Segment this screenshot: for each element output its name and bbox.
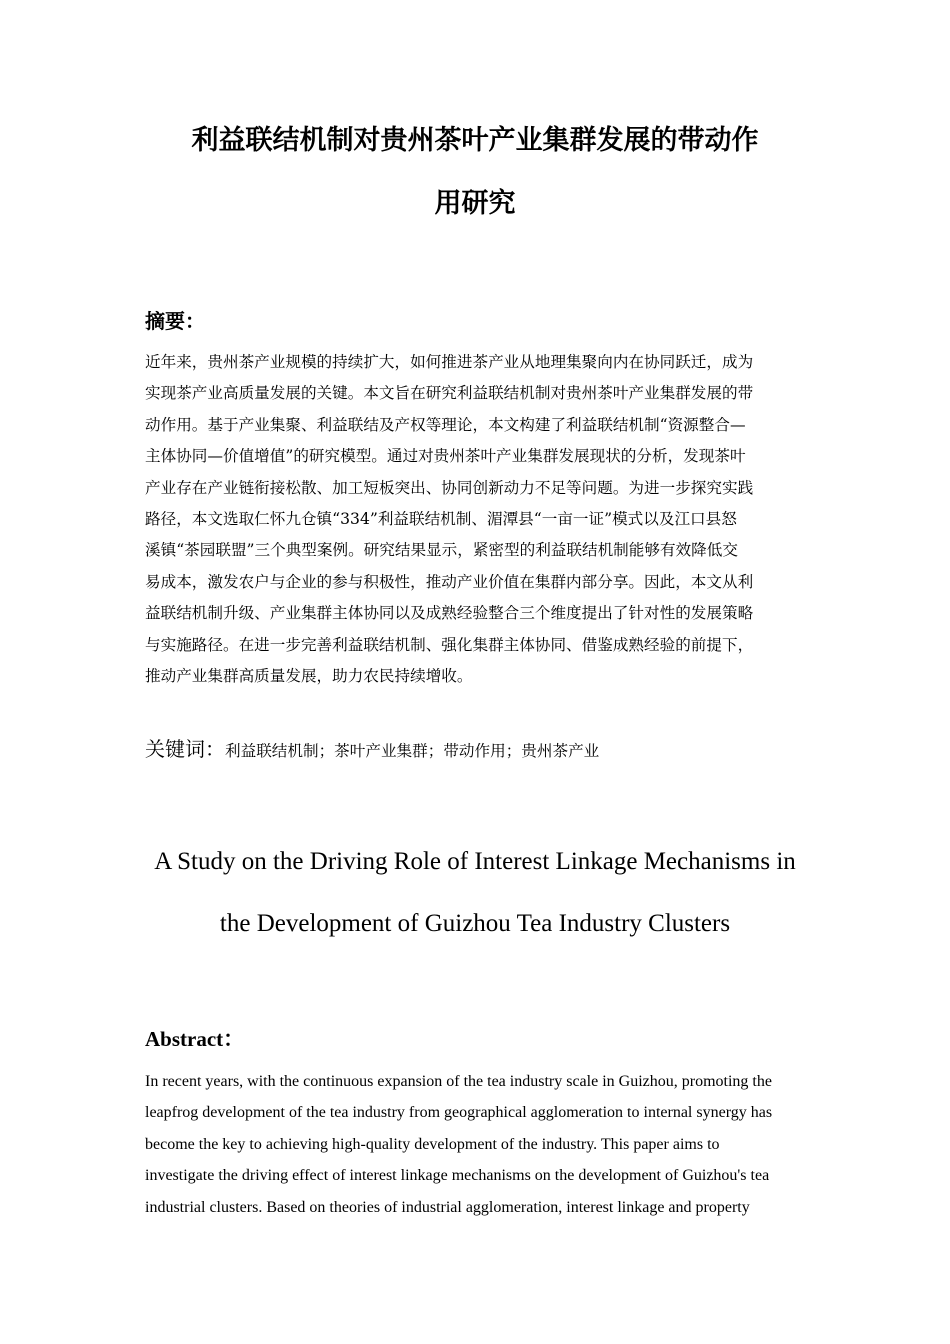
chinese-abstract-line: 益联结机制升级、产业集群主体协同以及成熟经验整合三个维度提出了针对性的发展策略	[145, 604, 754, 623]
english-title-line-2: the Development of Guizhou Tea Industry Clusters	[219, 910, 731, 937]
chinese-title-line-1: 利益联结机制对贵州茶叶产业集群发展的带动作	[191, 125, 759, 156]
english-abstract-line: become the key to achieving high-quality development of the industry. This paper aims to	[145, 1135, 720, 1153]
chinese-abstract-line: 溪镇“茶园联盟”三个典型案例。研究结果显示，紧密型的利益联结机制能够有效降低交	[145, 541, 738, 560]
chinese-abstract-body	[145, 347, 805, 692]
chinese-abstract-line: 与实施路径。在进一步完善利益联结机制、强化集群主体协同、借鉴成熟经验的前提下，	[145, 635, 754, 654]
english-abstract-line: investigate the driving effect of interest linkage mechanisms on the development of Guizhou's tea	[145, 1167, 770, 1185]
chinese-title-line-2: 用研究	[434, 188, 516, 219]
chinese-keywords-text: 利益联结机制；茶叶产业集群；带动作用；贵州茶产业	[225, 742, 600, 760]
chinese-abstract-heading: 摘要：	[145, 309, 205, 333]
chinese-abstract-line: 产业存在产业链衔接松散、加工短板突出、协同创新动力不足等问题。为进一步探究实践	[145, 478, 754, 497]
chinese-abstract-line: 易成本，激发农户与企业的参与积极性，推动产业价值在集群内部分享。因此，本文从利	[145, 572, 754, 591]
chinese-abstract-line: 主体协同—价值增值”的研究模型。通过对贵州茶叶产业集群发展现状的分析，发现茶叶	[145, 447, 746, 466]
english-abstract-line: In recent years, with the continuous expansion of the tea industry scale in Guizhou, promoting the	[145, 1073, 772, 1090]
chinese-abstract-line: 路径，本文选取仁怀九仓镇“334”利益联结机制、湄潭县“一亩一证”模式以及江口县怒	[145, 510, 737, 529]
chinese-keywords-label: 关键词：	[145, 737, 225, 761]
english-abstract-body	[145, 1066, 805, 1223]
chinese-abstract-line: 动作用。基于产业集聚、利益联结及产权等理论，本文构建了利益联结机制“资源整合—	[145, 415, 746, 434]
chinese-abstract-line: 推动产业集群高质量发展，助力农民持续增收。	[145, 667, 473, 686]
chinese-abstract-line: 实现茶产业高质量发展的关键。本文旨在研究利益联结机制对贵州茶叶产业集群发展的带	[145, 384, 754, 403]
english-title-line-1: A Study on the Driving Role of Interest Linkage Mechanisms in	[154, 848, 796, 875]
english-abstract-heading: Abstract：	[145, 1027, 245, 1051]
english-abstract-line: industrial clusters. Based on theories of industrial agglomeration, interest linkage and property	[145, 1198, 750, 1216]
chinese-abstract-line: 近年来，贵州茶产业规模的持续扩大，如何推进茶产业从地理集聚向内在协同跃迁，成为	[145, 353, 754, 371]
english-abstract-line: leapfrog development of the tea industry from geographical agglomeration to internal synergy has	[145, 1104, 773, 1122]
chinese-keywords	[145, 733, 805, 762]
